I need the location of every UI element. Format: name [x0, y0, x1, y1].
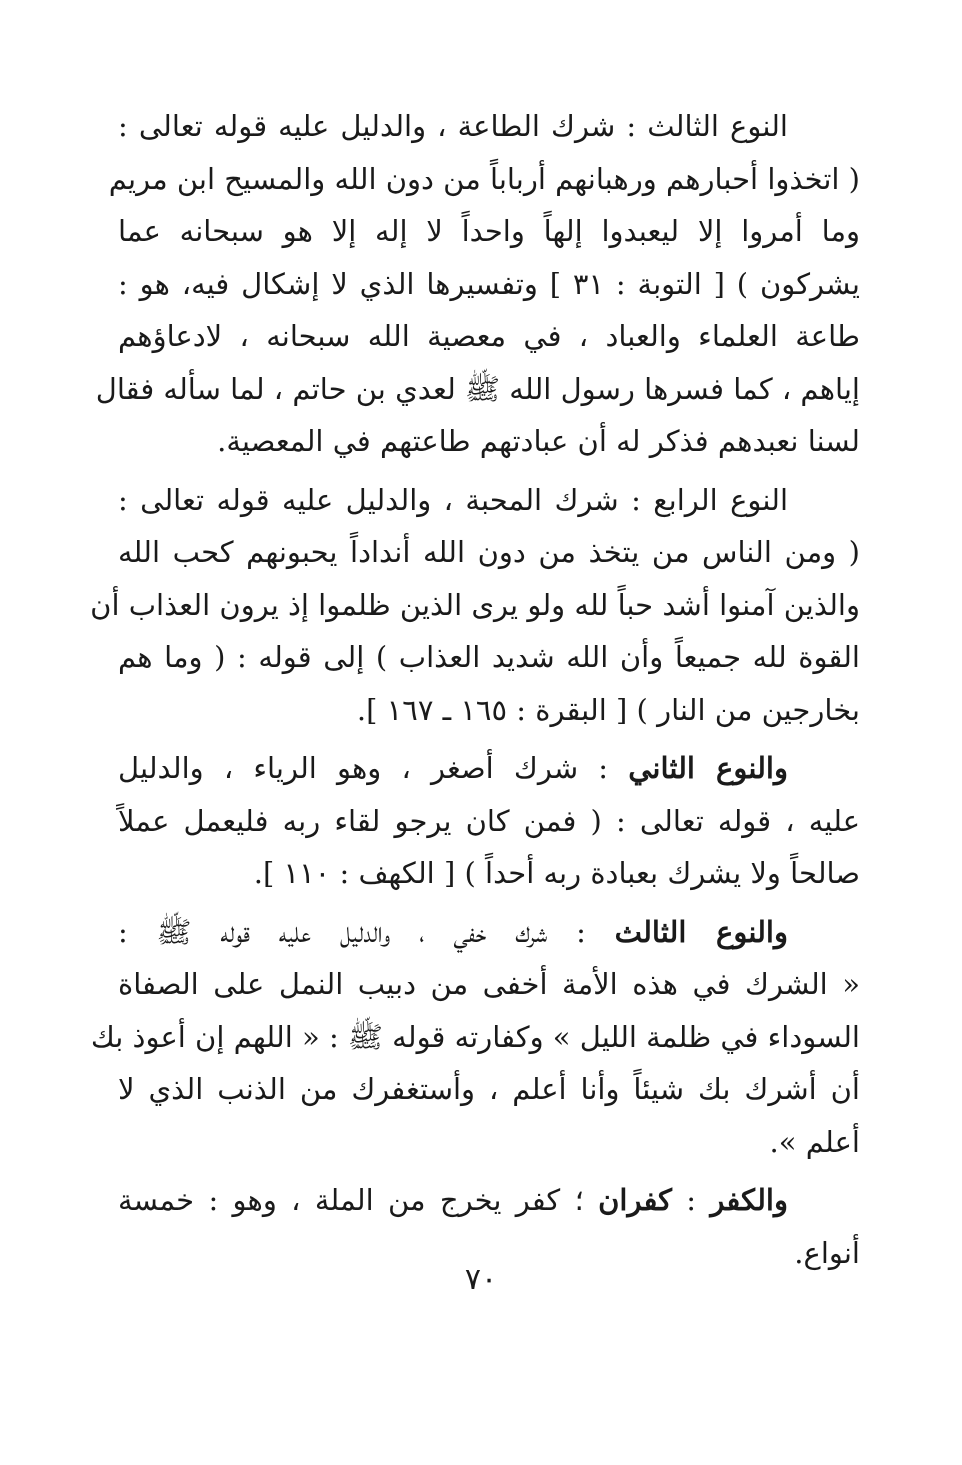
text-line: طاعة العلماء والعباد ، في معصية الله سبحانه ، لادعاؤهم — [118, 319, 860, 353]
text-line — [118, 742, 860, 795]
page-body — [90, 100, 860, 1285]
text-line: أنواع. — [794, 1235, 860, 1270]
text-line: وما أمروا إلا ليعبدوا إلهاً واحداً لا إله إلا هو سبحانه عما — [118, 214, 860, 248]
bold-heading: والنوع الثالث — [614, 914, 788, 949]
text-line: والذين آمنوا أشد حباً لله ولو يرى الذين ظلموا إذ يرون العذاب أن — [90, 587, 860, 622]
text-line: ( ومن الناس من يتخذ من دون الله أنداداً يحبونهم كحب الله — [118, 535, 860, 569]
paragraph-fourth-type-love — [90, 474, 860, 737]
text-span: : — [671, 1183, 711, 1217]
text-line: لسنا نعبدهم فذكر له أن عبادتهم طاعتهم في المعصية. — [217, 424, 860, 458]
paragraph-third-type-hidden-shirk — [90, 906, 860, 1169]
paragraph-third-type-obedience — [95, 100, 860, 468]
text-line: « الشرك في هذه الأمة أخفى من دبيب النمل على الصفاة — [118, 967, 860, 1001]
text-line: النوع الثالث : شرك الطاعة ، والدليل عليه قوله تعالى : — [118, 109, 788, 143]
bold-heading: والكفر — [710, 1183, 788, 1217]
text-line — [118, 1174, 860, 1227]
text-span: : شرك خفي ، والدليل عليه قوله ﷺ : — [118, 914, 615, 949]
text-line — [118, 906, 860, 959]
text-line: أن أشرك بك شيئاً وأنا أعلم ، وأستغفرك من الذنب الذي لا — [118, 1072, 860, 1106]
text-line: القوة لله جميعاً وأن الله شديد العذاب ) إلى قوله : ( وما هم — [118, 640, 860, 674]
paragraph-second-type-minor-shirk — [118, 742, 860, 900]
text-line: النوع الرابع : شرك المحبة ، والدليل عليه قوله تعالى : — [118, 482, 788, 517]
page-number: ٧٠ — [464, 1262, 498, 1297]
text-line: يشركون ) [ التوبة : ٣١ ] وتفسيرها الذي لا إشكال فيه، هو : — [118, 266, 860, 301]
bold-heading: والنوع الثاني — [628, 751, 788, 785]
text-span: : شرك أصغر ، وهو الرياء ، والدليل — [118, 751, 629, 785]
text-line: إياهم ، كما فسرها رسول الله ﷺ لعدي بن حاتم ، لما سأله فقال — [95, 371, 860, 406]
text-line: ( اتخذوا أحبارهم ورهبانهم أرباباً من دون الله والمسيح ابن مريم — [108, 161, 860, 196]
text-line: السوداء في ظلمة الليل » وكفارته قوله ﷺ : « اللهم إن أعوذ بك — [90, 1019, 860, 1054]
text-line: بخارجين من النار ) [ البقرة : ١٦٥ ـ ١٦٧ ]. — [356, 692, 860, 727]
bold-heading: كفران — [598, 1183, 672, 1217]
text-span: ؛ كفر يخرج من الملة ، وهو : خمسة — [118, 1183, 599, 1217]
text-line: أعلم ». — [769, 1124, 860, 1159]
text-line: صالحاً ولا يشرك بعبادة ربه أحداً ) [ الكهف : ١١٠ ]. — [253, 856, 860, 890]
text-line: عليه ، قوله تعالى : ( فمن كان يرجو لقاء ربه فليعمل عملاً — [118, 803, 860, 838]
